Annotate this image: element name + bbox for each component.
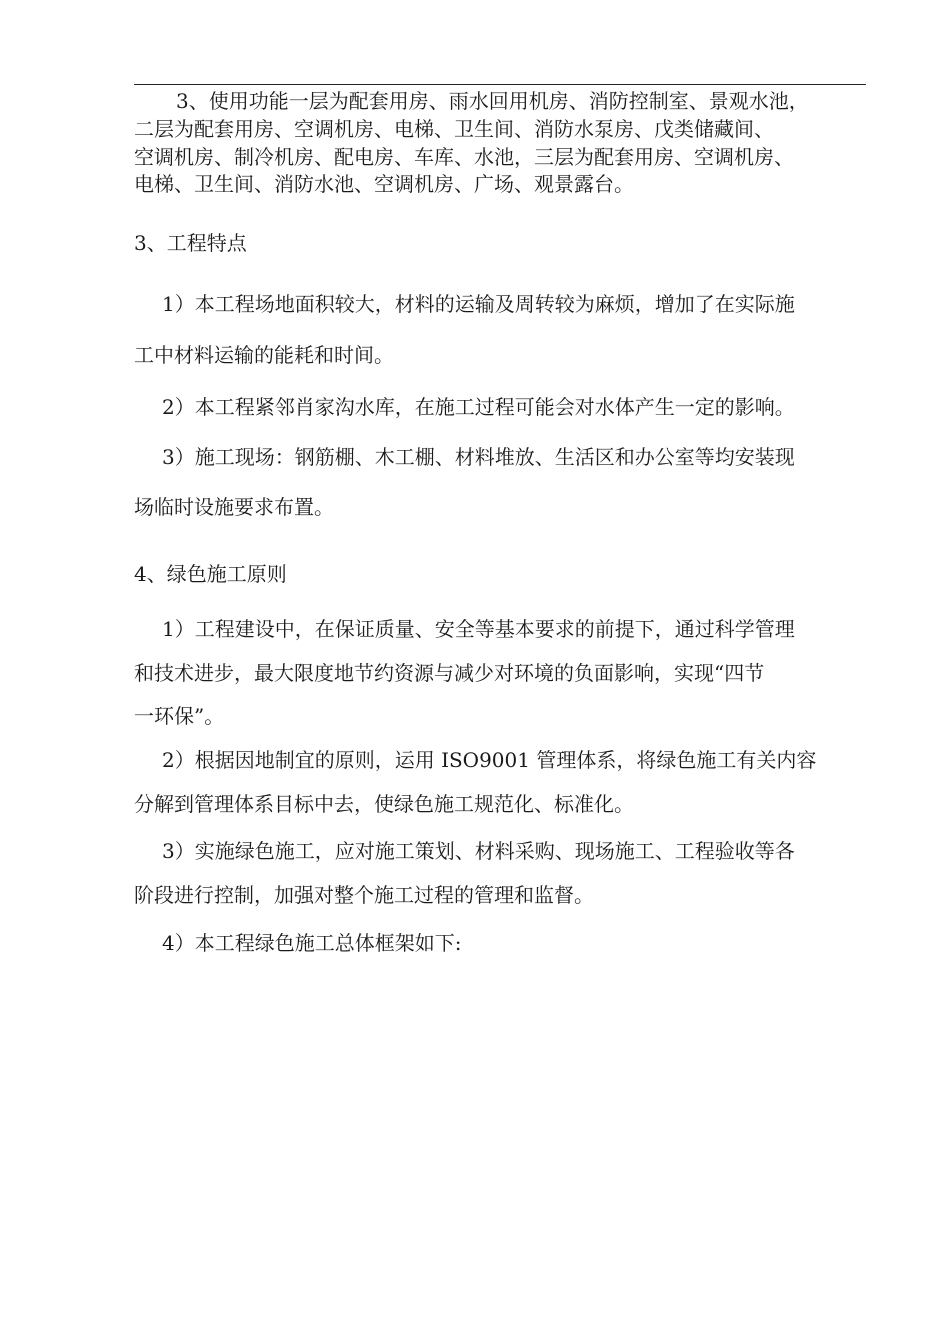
principle-item-1-line-3: 一环保”。 [134,704,225,728]
feature-item-1-line-2: 工中材料运输的能耗和时间。 [134,343,394,367]
feature-item-1-line-1: 1）本工程场地面积较大，材料的运输及周转较为麻烦，增加了在实际施 [162,292,795,316]
feature-item-3-line-2: 场临时设施要求布置。 [134,495,334,519]
feature-item-3-line-1: 3）施工现场：钢筋棚、木工棚、材料堆放、生活区和办公室等均安装现 [162,445,795,469]
intro-line-4: 电梯、卫生间、消防水池、空调机房、广场、观景露台。 [134,172,634,196]
header-rule [134,84,866,85]
principle-item-2-line-1: 2）根据因地制宜的原则，运用 ISO9001 管理体系，将绿色施工有关内容 [162,748,817,772]
intro-line-3: 空调机房、制冷机房、配电房、车库、水池，三层为配套用房、空调机房、 [134,145,794,169]
principle-item-3-line-1: 3）实施绿色施工，应对施工策划、材料采购、现场施工、工程验收等各 [162,839,795,863]
principle-item-3-line-2: 阶段进行控制，加强对整个施工过程的管理和监督。 [134,883,594,907]
principle-item-4-line-1: 4）本工程绿色施工总体框架如下: [162,931,462,955]
section-heading-principles: 4、绿色施工原则 [134,562,287,586]
principle-item-1-line-2: 和技术进步，最大限度地节约资源与减少对环境的负面影响，实现“四节 [134,661,765,685]
section-heading-features: 3、工程特点 [134,231,247,255]
principle-item-1-line-1: 1）工程建设中，在保证质量、安全等基本要求的前提下，通过科学管理 [162,617,795,641]
feature-item-2-line-1: 2）本工程紧邻肖家沟水库，在施工过程可能会对水体产生一定的影响。 [162,395,795,419]
principle-item-2-line-2: 分解到管理体系目标中去，使绿色施工规范化、标准化。 [134,792,634,816]
intro-line-2: 二层为配套用房、空调机房、电梯、卫生间、消防水泵房、戊类储藏间、 [134,117,774,141]
intro-line-1: 3、使用功能一层为配套用房、雨水回用机房、消防控制室、景观水池， [176,89,809,113]
